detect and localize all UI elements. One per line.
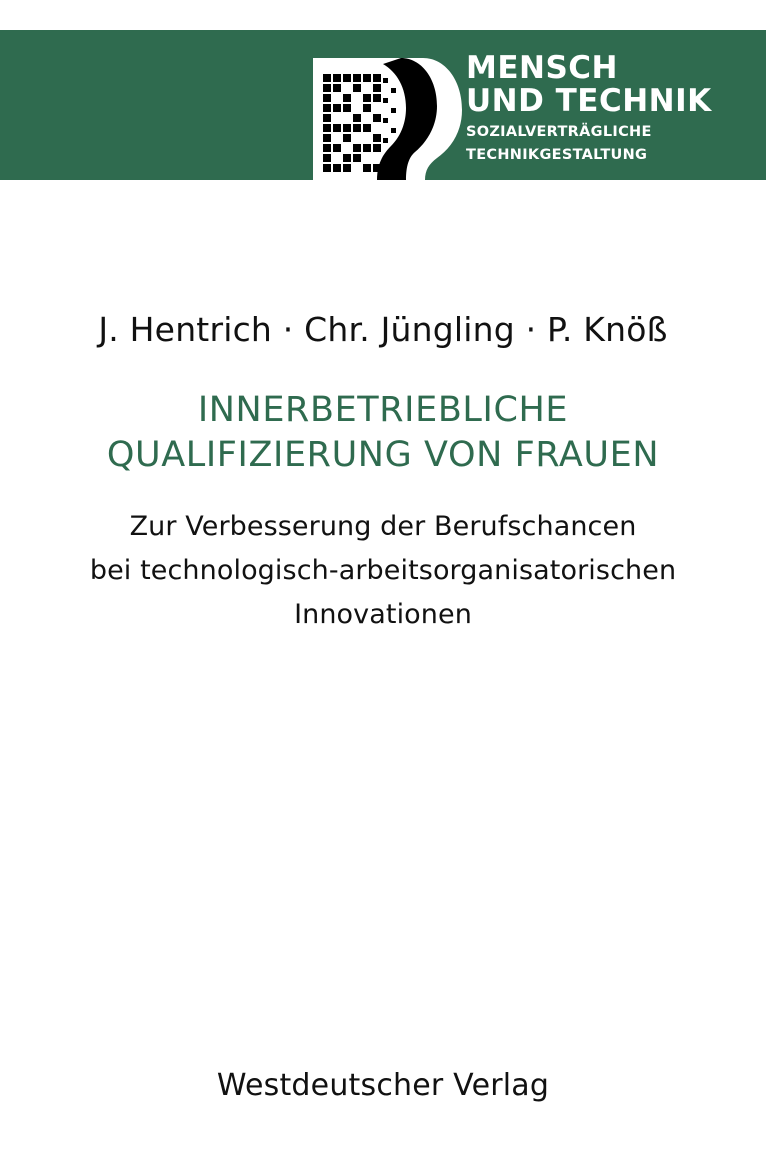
- book-title-line1: INNERBETRIEBLICHE: [197, 390, 569, 430]
- series-title-line1: MENSCH: [466, 50, 618, 86]
- series-imprint: [466, 52, 746, 240]
- publisher-name: Westdeutscher Verlag: [216, 1068, 550, 1103]
- series-title-line2: UND TECHNIK: [466, 83, 712, 119]
- book-subtitle-line3: Innovationen: [294, 599, 472, 630]
- book-subtitle: [0, 505, 766, 637]
- series-volume-line2: BAND NR. 23: [466, 223, 576, 239]
- book-subtitle-line1: Zur Verbesserung der Berufschancen: [129, 511, 637, 542]
- authors: J. Hentrich · Chr. Jüngling · P. Knöß: [98, 310, 668, 349]
- book-subtitle-line2: bei technologisch-arbeitsorganisatorischen: [89, 555, 677, 586]
- pixelated-head-icon: [305, 58, 463, 180]
- book-title: [0, 388, 766, 478]
- series-subtitle-line1: SOZIALVERTRÄGLICHE: [466, 124, 652, 140]
- series-volume-line1: MATERIALIEN UND BERICHTE: [466, 185, 709, 201]
- book-title-line2: QUALIFIZIERUNG VON FRAUEN: [106, 435, 660, 475]
- series-subtitle-line2: TECHNIKGESTALTUNG: [466, 147, 648, 163]
